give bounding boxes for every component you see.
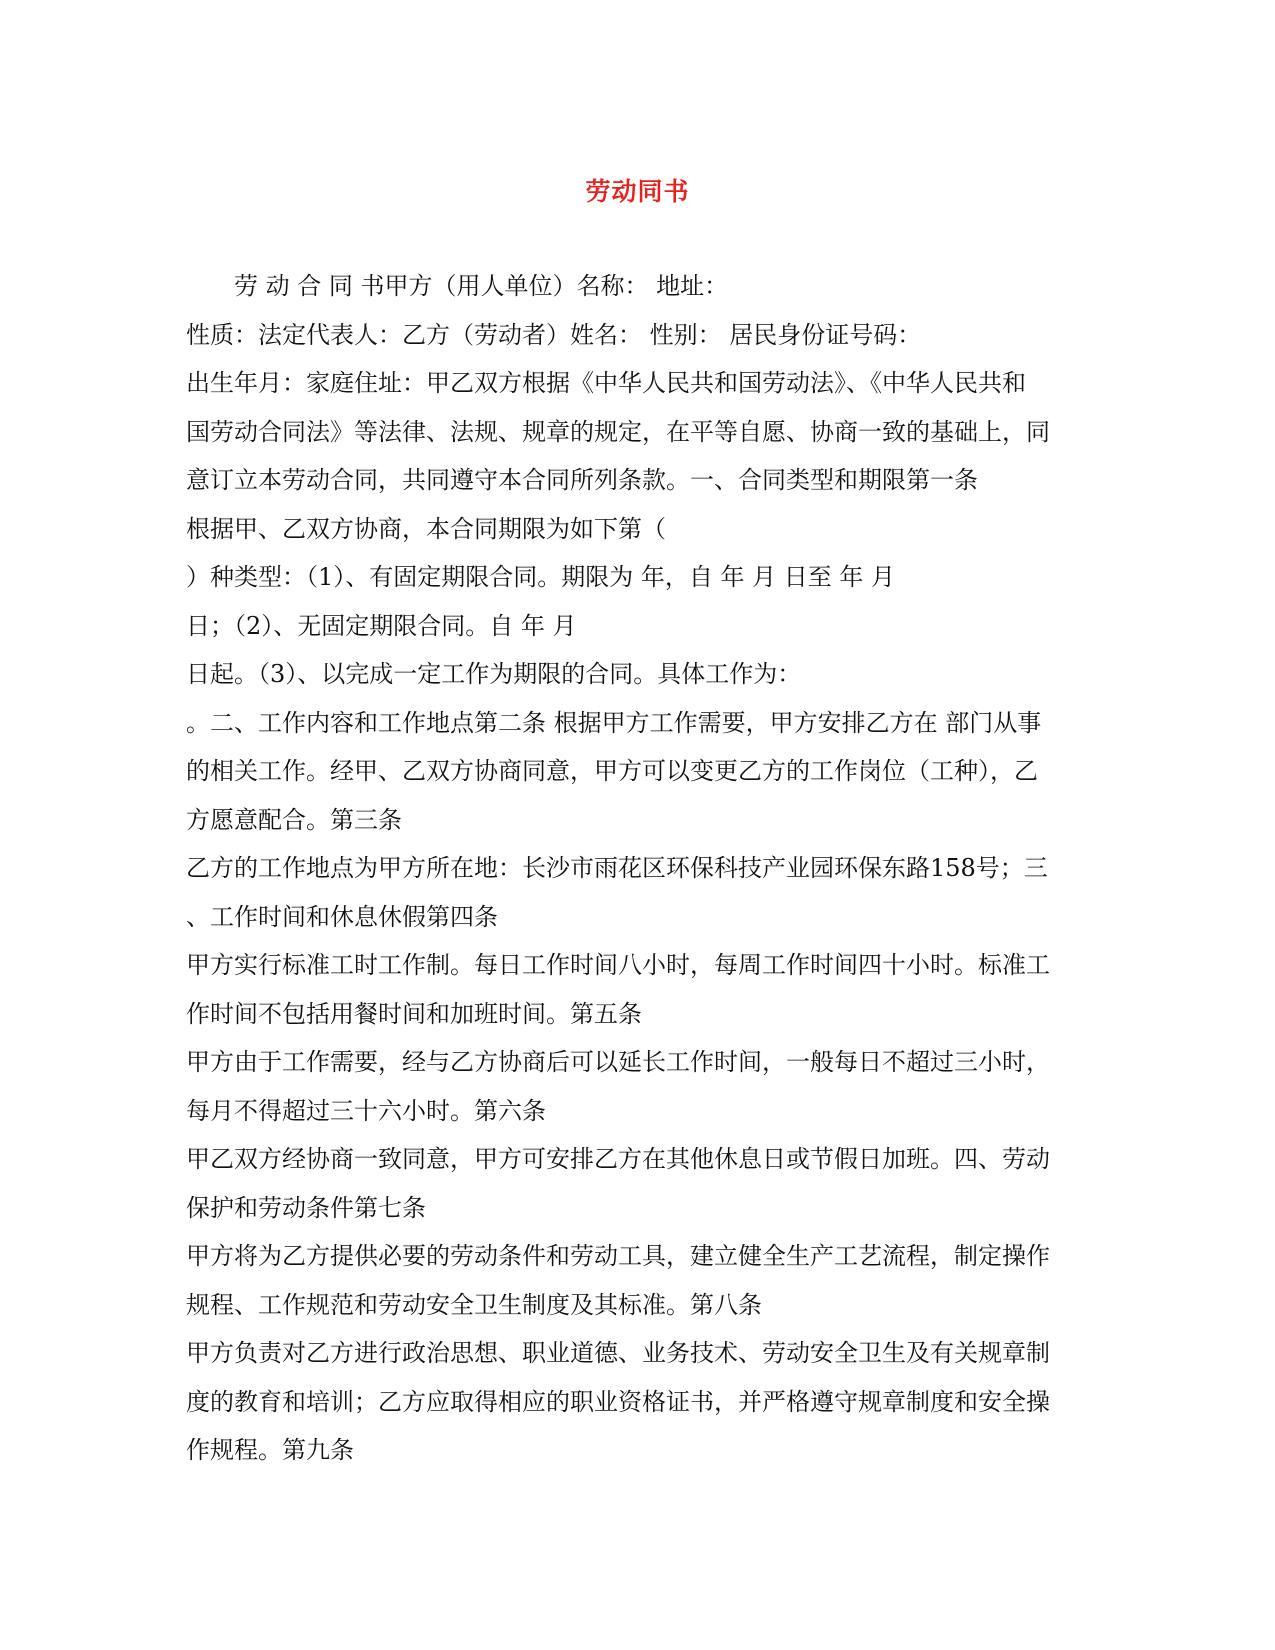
text-line: 甲方由于工作需要，经与乙方协商后可以延长工作时间，一般每日不超过三小时， bbox=[186, 1048, 1050, 1076]
text-line: 甲方将为乙方提供必要的劳动条件和劳动工具，建立健全生产工艺流程，制定操作 bbox=[186, 1242, 1050, 1270]
text-line: 日起。（3）、以完成一定工作为期限的合同。具体工作为： bbox=[186, 660, 802, 688]
text-line: 每月不得超过三十六小时。第六条 bbox=[186, 1096, 546, 1125]
text-line: 劳 动 合 同 书甲方（用人单位）名称： 地址： bbox=[234, 272, 729, 300]
text-line: 国劳动合同法》等法律、法规、规章的规定，在平等自愿、协商一致的基础上，同 bbox=[186, 417, 1050, 446]
text-line: 保护和劳动条件第七条 bbox=[186, 1193, 426, 1222]
text-line: 规程、工作规范和劳动安全卫生制度及其标准。第八条 bbox=[186, 1290, 762, 1319]
text-line: 作时间不包括用餐时间和加班时间。第五条 bbox=[186, 999, 642, 1028]
text-line: 根据甲、乙双方协商，本合同期限为如下第（ bbox=[186, 514, 666, 543]
text-line: 、工作时间和休息休假第四条 bbox=[186, 902, 498, 931]
text-line: 甲乙双方经协商一致同意，甲方可安排乙方在其他休息日或节假日加班。四、劳动 bbox=[186, 1145, 1050, 1173]
text-line: 度的教育和培训；乙方应取得相应的职业资格证书，并严格遵守规章制度和安全操 bbox=[186, 1387, 1050, 1416]
text-line: 乙方的工作地点为甲方所在地：长沙市雨花区环保科技产业园环保东路158号；三 bbox=[186, 854, 1048, 882]
text-line: 作规程。第九条 bbox=[186, 1436, 354, 1464]
document-title: 劳动同书 bbox=[585, 177, 690, 206]
document-body bbox=[186, 262, 1086, 1475]
text-line: 出生年月：家庭住址：甲乙双方根据《中华人民共和国劳动法》、《中华人民共和 bbox=[186, 369, 1026, 397]
text-line: 甲方实行标准工时工作制。每日工作时间八小时，每周工作时间四十小时。标准工 bbox=[186, 951, 1050, 979]
text-line: 方愿意配合。第三条 bbox=[186, 805, 402, 834]
text-line: 性质：法定代表人：乙方（劳动者）姓名： 性别： 居民身份证号码： bbox=[186, 320, 922, 349]
text-line: ）种类型：（1）、有固定期限合同。期限为 年，自 年 月 日至 年 月 bbox=[186, 563, 896, 591]
text-line: 甲方负责对乙方进行政治思想、职业道德、业务技术、劳动安全卫生及有关规章制 bbox=[186, 1339, 1050, 1367]
text-line: 日；（2）、无固定期限合同。自 年 月 bbox=[186, 611, 577, 640]
text-line: 的相关工作。经甲、乙双方协商同意，甲方可以变更乙方的工作岗位（工种），乙 bbox=[186, 757, 1038, 785]
text-line: 。二、工作内容和工作地点第二条 根据甲方工作需要，甲方安排乙方在 部门从事 bbox=[186, 708, 1042, 737]
text-line: 意订立本劳动合同，共同遵守本合同所列条款。一、合同类型和期限第一条 bbox=[186, 466, 978, 494]
